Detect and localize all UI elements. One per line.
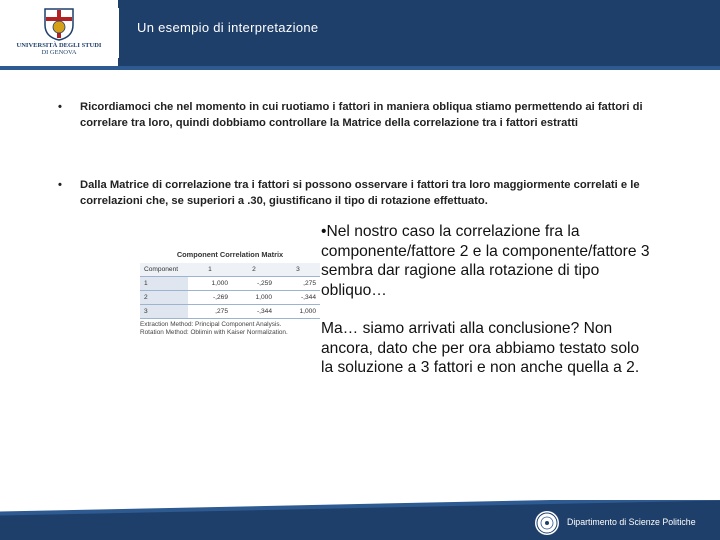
matrix-footnote [140,321,320,337]
matrix-title: Component Correlation Matrix [176,250,284,259]
bullet-item [58,100,658,131]
matrix-footnote-rotation: Rotation Method: Oblimin with Kaiser Normalization. [140,329,288,336]
department-seal-icon [535,511,559,535]
matrix-row [140,277,320,291]
matrix-row [140,291,320,305]
slide-title: Un esempio di interpretazione [137,20,319,35]
bullet-item [58,178,658,209]
university-name-line2: DI GENOVA [41,49,77,56]
matrix-cell: 1,000 [276,305,320,319]
header-stripe [0,66,720,70]
university-name [4,42,114,56]
university-logo [0,0,118,66]
matrix-row-label: 2 [140,291,188,305]
component-correlation-matrix [140,250,320,337]
matrix-cell: ,275 [188,305,232,319]
matrix-row-label: 3 [140,305,188,319]
bullet-marker: • [58,101,62,113]
matrix-cell: 1,000 [188,277,232,291]
commentary-text [321,222,651,378]
matrix-cell: ,275 [276,277,320,291]
university-name-line1: UNIVERSITÀ DEGLI STUDI [16,42,102,49]
matrix-row [140,305,320,319]
matrix-footnote-extraction: Extraction Method: Principal Component Analysis. [140,321,282,328]
matrix-row-label: 1 [140,277,188,291]
matrix-header-row [140,263,320,277]
commentary-paragraph: •Nel nostro caso la correlazione fra la componente/fattore 2 e la componente/fattore 3 sembra dar ragione alla rotazione di tipo obliquo… [321,223,650,299]
matrix-header-cell: Component [140,263,188,277]
matrix-table [140,263,320,319]
matrix-cell: 1,000 [232,291,276,305]
bullet-text: Dalla Matrice di correlazione tra i fattori si possono osservare i fattori tra loro maggiormente correlati e le correlazioni che, se superiori a .30, giustificano il tipo di rotazione effettuato. [80,179,640,207]
matrix-cell: -,269 [188,291,232,305]
matrix-cell: -,259 [232,277,276,291]
matrix-header-cell: 2 [232,263,276,277]
commentary-paragraph: Ma… siamo arrivati alla conclusione? Non ancora, dato che per ora abbiamo testato solo la soluzione a 3 fattori e non anche quella a 2. [321,320,640,376]
header-divider [117,8,119,58]
bullet-marker: • [58,179,62,191]
matrix-cell: -,344 [232,305,276,319]
matrix-header-cell: 3 [276,263,320,277]
crest-icon [43,7,75,41]
bullet-text: Ricordiamoci che nel momento in cui ruotiamo i fattori in maniera obliqua stiamo permettendo ai fattori di correlare tra loro, quindi dobbiamo controllare la Matrice della correlazione tra i fattori estratti [80,101,643,129]
department-name: Dipartimento di Scienze Politiche [567,517,696,527]
matrix-cell: -,344 [276,291,320,305]
matrix-header-cell: 1 [188,263,232,277]
